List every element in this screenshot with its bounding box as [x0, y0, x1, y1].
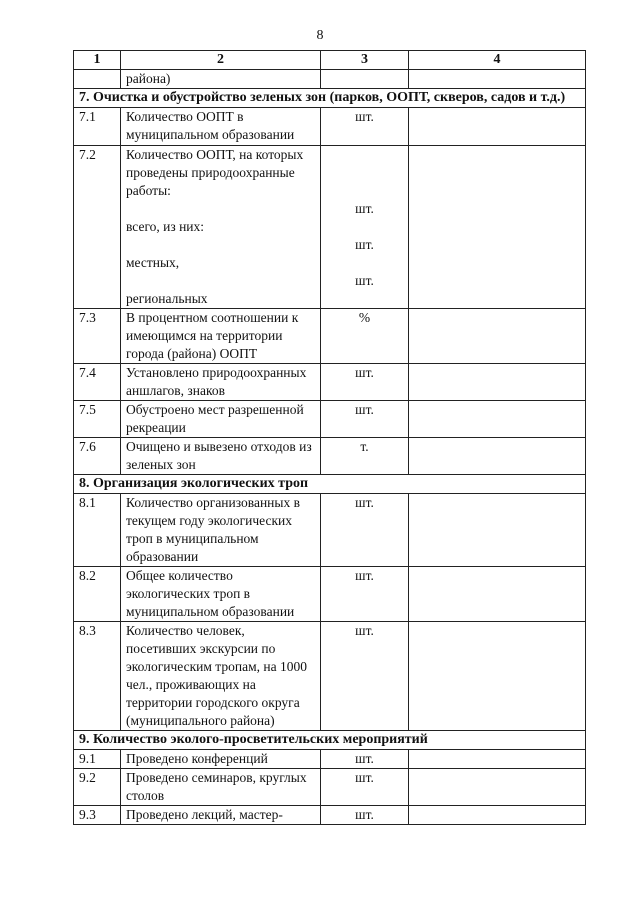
- row-value: [409, 622, 586, 731]
- row-number: 8.2: [74, 567, 121, 622]
- row-unit-total: шт.: [355, 201, 374, 216]
- row-description: Обустроено мест разрешенной рекреации: [121, 401, 321, 438]
- row-unit: шт.: [321, 364, 409, 401]
- row-number: 9.3: [74, 806, 121, 825]
- row-description: Проведено лекций, мастер-: [121, 806, 321, 825]
- page-number: 8: [316, 28, 324, 43]
- table-row: [74, 622, 586, 731]
- row-value: [409, 769, 586, 806]
- row-number: 9.1: [74, 750, 121, 769]
- table-row: [74, 309, 586, 364]
- row-description: Установлено природоохранных аншлагов, знаков: [121, 364, 321, 401]
- row-number: 7.6: [74, 438, 121, 475]
- table-row: [74, 750, 586, 769]
- table-row: [74, 401, 586, 438]
- row-sub-total: всего, из них:: [126, 219, 205, 234]
- section-7-title: 7. Очистка и обустройство зеленых зон (парков, ООПТ, скверов, садов и т.д.): [74, 89, 586, 108]
- row-description: Количество человек, посетивших экскурсии по экологическим тропам, на 1000 чел., проживающих на территории городского округа (муниципального района): [121, 622, 321, 731]
- row-description: Количество ООПТ в муниципальном образовании: [121, 108, 321, 146]
- row-description: Проведено семинаров, круглых столов: [121, 769, 321, 806]
- row-description: В процентном соотношении к имеющимся на территории города (района) ООПТ: [121, 309, 321, 364]
- row-unit: шт.: [321, 622, 409, 731]
- row-value: [409, 108, 586, 146]
- row-number: 8.3: [74, 622, 121, 731]
- row-number: 7.2: [74, 146, 121, 309]
- section-9-title: 9. Количество эколого-просветительских мероприятий: [74, 731, 586, 750]
- table-row: [74, 108, 586, 146]
- row-unit: [321, 146, 409, 309]
- row-value: [409, 438, 586, 475]
- table-row: [74, 567, 586, 622]
- row-number: 7.1: [74, 108, 121, 146]
- row-number: 7.5: [74, 401, 121, 438]
- section-header: [74, 475, 586, 494]
- row-unit: т.: [321, 438, 409, 475]
- report-table: [73, 50, 586, 825]
- row-unit: шт.: [321, 401, 409, 438]
- section-header: [74, 89, 586, 108]
- table-header-row: [74, 51, 586, 70]
- table-row: [74, 494, 586, 567]
- row-unit: шт.: [321, 769, 409, 806]
- header-col-2: 2: [121, 51, 321, 70]
- table-row: [74, 438, 586, 475]
- section-header: [74, 731, 586, 750]
- row-description: Очищено и вывезено отходов из зеленых зон: [121, 438, 321, 475]
- row-unit: %: [321, 309, 409, 364]
- row-unit-regional: шт.: [355, 273, 374, 288]
- row-value: [409, 806, 586, 825]
- row-value: [409, 146, 586, 309]
- row-value: [409, 567, 586, 622]
- row-value: [409, 494, 586, 567]
- row-description: Количество организованных в текущем году экологических троп в муниципальном образовании: [121, 494, 321, 567]
- header-col-4: 4: [409, 51, 586, 70]
- row-description: [121, 146, 321, 309]
- row-unit: шт.: [321, 750, 409, 769]
- row-value: [409, 364, 586, 401]
- row-number: 9.2: [74, 769, 121, 806]
- continuation-text: района): [121, 70, 321, 89]
- row-unit: шт.: [321, 494, 409, 567]
- row-sub-regional: региональных: [126, 291, 208, 306]
- table-row: [74, 364, 586, 401]
- row-unit: шт.: [321, 567, 409, 622]
- row-number: 7.4: [74, 364, 121, 401]
- row-unit-local: шт.: [355, 237, 374, 252]
- header-col-3: 3: [321, 51, 409, 70]
- table-row: [74, 769, 586, 806]
- row-number: 8.1: [74, 494, 121, 567]
- table-row: [74, 146, 586, 309]
- row-unit: шт.: [321, 806, 409, 825]
- row-description: Проведено конференций: [121, 750, 321, 769]
- row-value: [409, 309, 586, 364]
- table-row: [74, 806, 586, 825]
- row-number: 7.3: [74, 309, 121, 364]
- header-col-1: 1: [74, 51, 121, 70]
- section-8-title: 8. Организация экологических троп: [74, 475, 586, 494]
- row-description: Общее количество экологических троп в муниципальном образовании: [121, 567, 321, 622]
- row-description-main: Количество ООПТ, на которых проведены природоохранные работы:: [126, 147, 304, 198]
- table-row: [74, 70, 586, 89]
- row-unit: шт.: [321, 108, 409, 146]
- row-value: [409, 750, 586, 769]
- row-sub-local: местных,: [126, 255, 180, 270]
- row-value: [409, 401, 586, 438]
